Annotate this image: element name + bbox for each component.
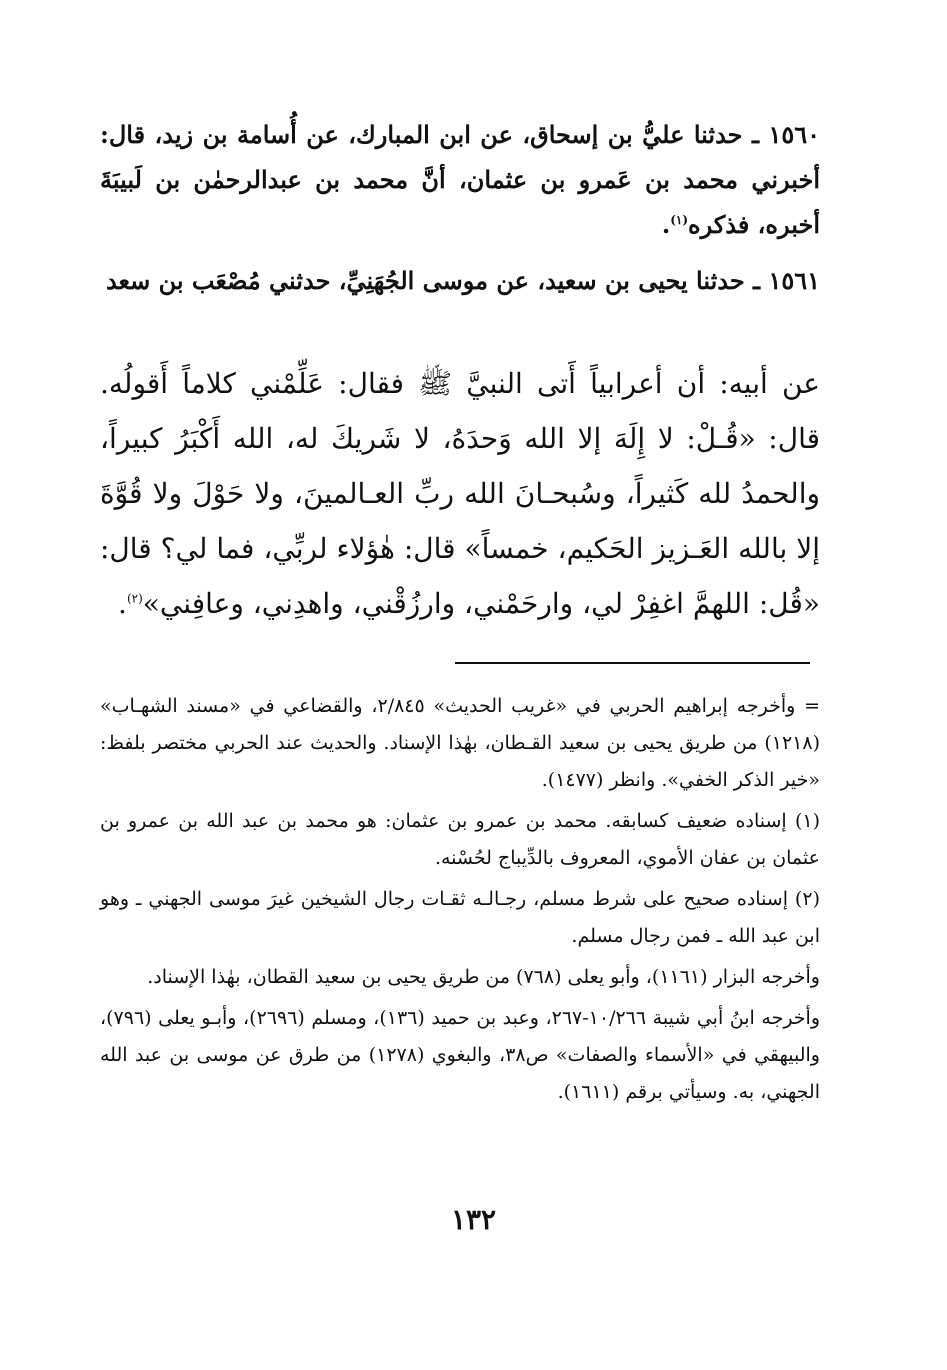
footnotes [100,688,820,1115]
footnote-1: (١) إسناده ضعيف كسابقه. محمد بن عمرو بن عثمان: هو محمد بن عبد الله بن عمرو بن عثمان بن عفان الأموي، المعروف بالدِّيباج لحُسْنه. [100,810,820,869]
footnote-ref: (١) [670,213,689,227]
hadith-number: ١٥٦١ [768,266,820,295]
footnote-ref: (٢) [126,591,143,606]
footnote-continuation: = وأخرجه إبراهيم الحربي في «غريب الحديث» ٢/٨٤٥، والقضاعي في «مسند الشهـاب» (١٢١٨) من طريق يحيى بن سعيد القـطان، بهٰذا الإسناد. والحديث عند الحربي مختصر بلفظ: «خير الذكر الخفي». وانظر (١٤٧٧). [100,695,821,791]
hadith-text: ـ حدثنا يحيى بن سعيد، عن موسى الجُهَنِيِّ، حدثني مُصْعَب بن سعد [105,266,761,295]
hadith-text: ـ حدثنا عليُّ بن إسحاق، عن ابن المبارك، عن أُسامة بن زيد، قال: أخبرني محمد بن عَمرو بن عثمان، أنَّ محمد بن عبدالرحمٰن بن لَبيبَةَ أخبره، فذكره [100,120,820,239]
hadith-1561-matn: عن أبيه: أن أعرابياً أَتى النبيَّ ﷺ فقال: عَلِّمْني كلاماً أَقولُه. قال: «قُـلْ: لا إِلَهَ إلا الله وَحدَهُ، لا شَريكَ له، الله أَكْبَرُ كبيراً، والحمدُ لله كَثيراً، وسُبحـانَ الله ربِّ العـالمينَ، ولا حَوْلَ ولا قُوَّةَ إلا بالله العَـزيز الحَكيم، خمساً» قال: هٰؤلاء لربِّي، فما لي؟ قال: «قُل: اللهمَّ اغفِرْ لي، وارحَمْني، وارزُقْني، واهدِني، وعافِني»$^{(٢)}$. [100,367,820,620]
hadith-body: عن أبيه: أن أعرابياً أَتى النبيَّ ﷺ فقال: عَلِّمْني كلاماً أَقولُه. قال: «قُـلْ: لا إِلَهَ إلا الله وَحدَهُ، لا شَريكَ له، الله أَكْبَرُ كبيراً، والحمدُ لله كَثيراً، وسُبحـانَ الله ربِّ العـالمينَ، ولا حَوْلَ ولا قُوَّةَ إلا بالله العَـزيز الحَكيم، خمساً» قال: هٰؤلاء لربِّي، فما لي؟ قال: «قُل: اللهمَّ اغفِرْ لي، وارحَمْني، وارزُقْني، واهدِني، وعافِني» [100,367,820,620]
hadith-1560: ١٥٦٠ ـ حدثنا عليُّ بن إسحاق، عن ابن المبارك، عن أُسامة بن زيد، قال: أخبرني محمد بن عَمرو بن عثمان، أنَّ محمد بن عبدالرحمٰن بن لَبيبَةَ أخبره، فذكره$^{(١)}$. [100,120,820,239]
page-number: ١٣٢ [450,1203,497,1236]
footnote-2: (٢) إسناده صحيح على شرط مسلم، رجـالـه ثقـات رجال الشيخين غيرَ موسى الجهني ـ وهو ابن عبد الله ـ فمن رجال مسلم. [100,888,820,947]
footnote-divider [455,662,810,664]
hadith-number: ١٥٦٠ [768,120,820,149]
footnote-2-cont-b: وأخرجه ابنُ أبي شيبة ١٠/٢٦٦-٢٦٧، وعبد بن حميد (١٣٦)، ومسلم (٢٦٩٦)، وأبـو يعلى (٧٩٦)، والبيهقي في «الأسماء والصفات» ص٣٨، والبغوي (١٢٧٨) من طرق عن موسى بن عبد الله الجهني، به. وسيأتي برقم (١٦١١). [100,1007,821,1103]
footnote-2-cont-a: وأخرجه البزار (١١٦١)، وأبو يعلى (٧٦٨) من طريق يحيى بن سعيد القطان، بهٰذا الإسناد. [147,966,820,988]
hadith-1561-isnad [100,258,820,303]
